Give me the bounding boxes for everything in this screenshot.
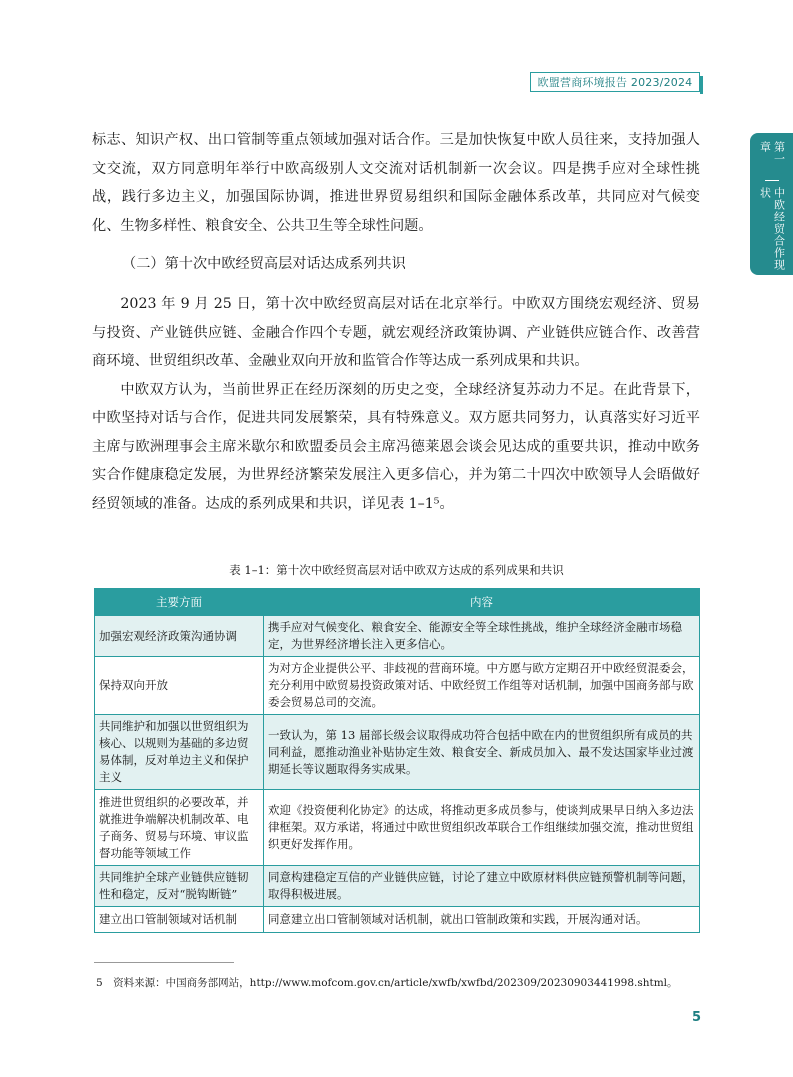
chapter-title: 中欧经贸合作现状 — [758, 186, 786, 271]
chapter-number: 第一章 — [758, 141, 786, 165]
table-cell-content: 一致认为，第 13 届部长级会议取得成功符合包括中欧在内的世贸组织所有成员的共同利益，愿推动渔业补贴协定生效、粮食安全、新成员加入、最不发达国家毕业过渡期延长等议题取得务实成果。 — [264, 715, 700, 790]
table-row — [95, 616, 700, 657]
table-cell-content: 欢迎《投资便利化协定》的达成，将推动更多成员参与，使谈判成果早日纳入多边法律框架。双方承诺，将通过中欧世贸组织改革联合工作组继续加强交流，推动世贸组织更好发挥作用。 — [264, 790, 700, 866]
body-paragraph-1: 2023 年 9 月 25 日，第十次中欧经贸高层对话在北京举行。中欧双方围绕宏观经济、贸易与投资、产业链供应链、金融合作四个专题，就宏观经济政策协调、产业链供应链合作、改善营商环境、世贸组织改革、金融业双向开放和监管合作等达成一系列成果和共识。 — [92, 296, 700, 369]
body-paragraph-2: 中欧双方认为，当前世界正在经历深刻的历史之变，全球经济复苏动力不足。在此背景下，中欧坚持对话与合作，促进共同发展繁荣，具有特殊意义。双方愿共同努力，认真落实好习近平主席与欧洲理事会主席米歇尔和欧盟委员会主席冯德莱恩会谈会见达成的重要共识，推动中欧务实合作健康稳定发展，为世界经济繁荣发展注入更多信心，并为第二十四次中欧领导人会晤做好经贸领域的准备。达成的系列成果和共识，详见表 1–1⁵。 — [92, 381, 700, 512]
body-text — [92, 290, 700, 518]
table-row — [95, 866, 700, 907]
footnote: 5 资料来源：中国商务部网站，http://www.mofcom.gov.cn/article/xwfb/xwfbd/202309/20230903441998.shtml。 — [96, 977, 678, 989]
intro-paragraph-block — [92, 126, 700, 240]
table-row — [95, 715, 700, 790]
footnote-divider — [94, 962, 234, 963]
table-header-aspect: 主要方面 — [95, 589, 264, 616]
table-header-row — [95, 589, 700, 616]
chapter-tab-divider — [765, 180, 779, 181]
table-row — [95, 907, 700, 933]
table-cell-aspect: 建立出口管制领域对话机制 — [95, 907, 264, 933]
table-cell-content: 同意构建稳定互信的产业链供应链，讨论了建立中欧原材料供应链预警机制等问题，取得积极进展。 — [264, 866, 700, 907]
results-table — [94, 588, 700, 933]
page-number: 5 — [692, 1010, 702, 1025]
table-header-content: 内容 — [264, 589, 700, 616]
section-title: （二）第十次中欧经贸高层对话达成系列共识 — [122, 256, 406, 272]
table-cell-content: 同意建立出口管制领域对话机制，就出口管制政策和实践，开展沟通对话。 — [264, 907, 700, 933]
table-cell-aspect: 共同维护和加强以世贸组织为核心、以规则为基础的多边贸易体制，反对单边主义和保护主义 — [95, 715, 264, 790]
table-caption: 表 1–1：第十次中欧经贸高层对话中欧双方达成的系列成果和共识 — [229, 563, 564, 577]
table-row — [95, 657, 700, 715]
table-cell-aspect: 共同维护全球产业链供应链韧性和稳定，反对“脱钩断链” — [95, 866, 264, 907]
table-cell-aspect: 加强宏观经济政策沟通协调 — [95, 616, 264, 657]
intro-paragraph: 标志、知识产权、出口管制等重点领域加强对话合作。三是加快恢复中欧人员往来，支持加强人文交流，双方同意明年举行中欧高级别人文交流对话机制新一次会议。四是携手应对全球性挑战，践行多边主义，加强国际协调，推进世界贸易组织和国际金融体系改革，共同应对气候变化、生物多样性、粮食安全、公共卫生等全球性问题。 — [92, 132, 700, 234]
table-cell-content: 为对方企业提供公平、非歧视的营商环境。中方愿与欧方定期召开中欧经贸混委会，充分利用中欧贸易投资政策对话、中欧经贸工作组等对话机制，加强中国商务部与欧委会贸易总司的交流。 — [264, 657, 700, 715]
table-cell-content: 携手应对气候变化、粮食安全、能源安全等全球性挑战，维护全球经济金融市场稳定，为世界经济增长注入更多信心。 — [264, 616, 700, 657]
table-cell-aspect: 保持双向开放 — [95, 657, 264, 715]
table-cell-aspect: 推进世贸组织的必要改革，并就推进争端解决机制改革、电子商务、贸易与环境、审议监督功能等领域工作 — [95, 790, 264, 866]
report-header-title: 欧盟营商环境报告 2023/2024 — [537, 76, 693, 89]
chapter-tab — [750, 133, 793, 275]
report-header-tag — [530, 72, 700, 92]
table-row — [95, 790, 700, 866]
